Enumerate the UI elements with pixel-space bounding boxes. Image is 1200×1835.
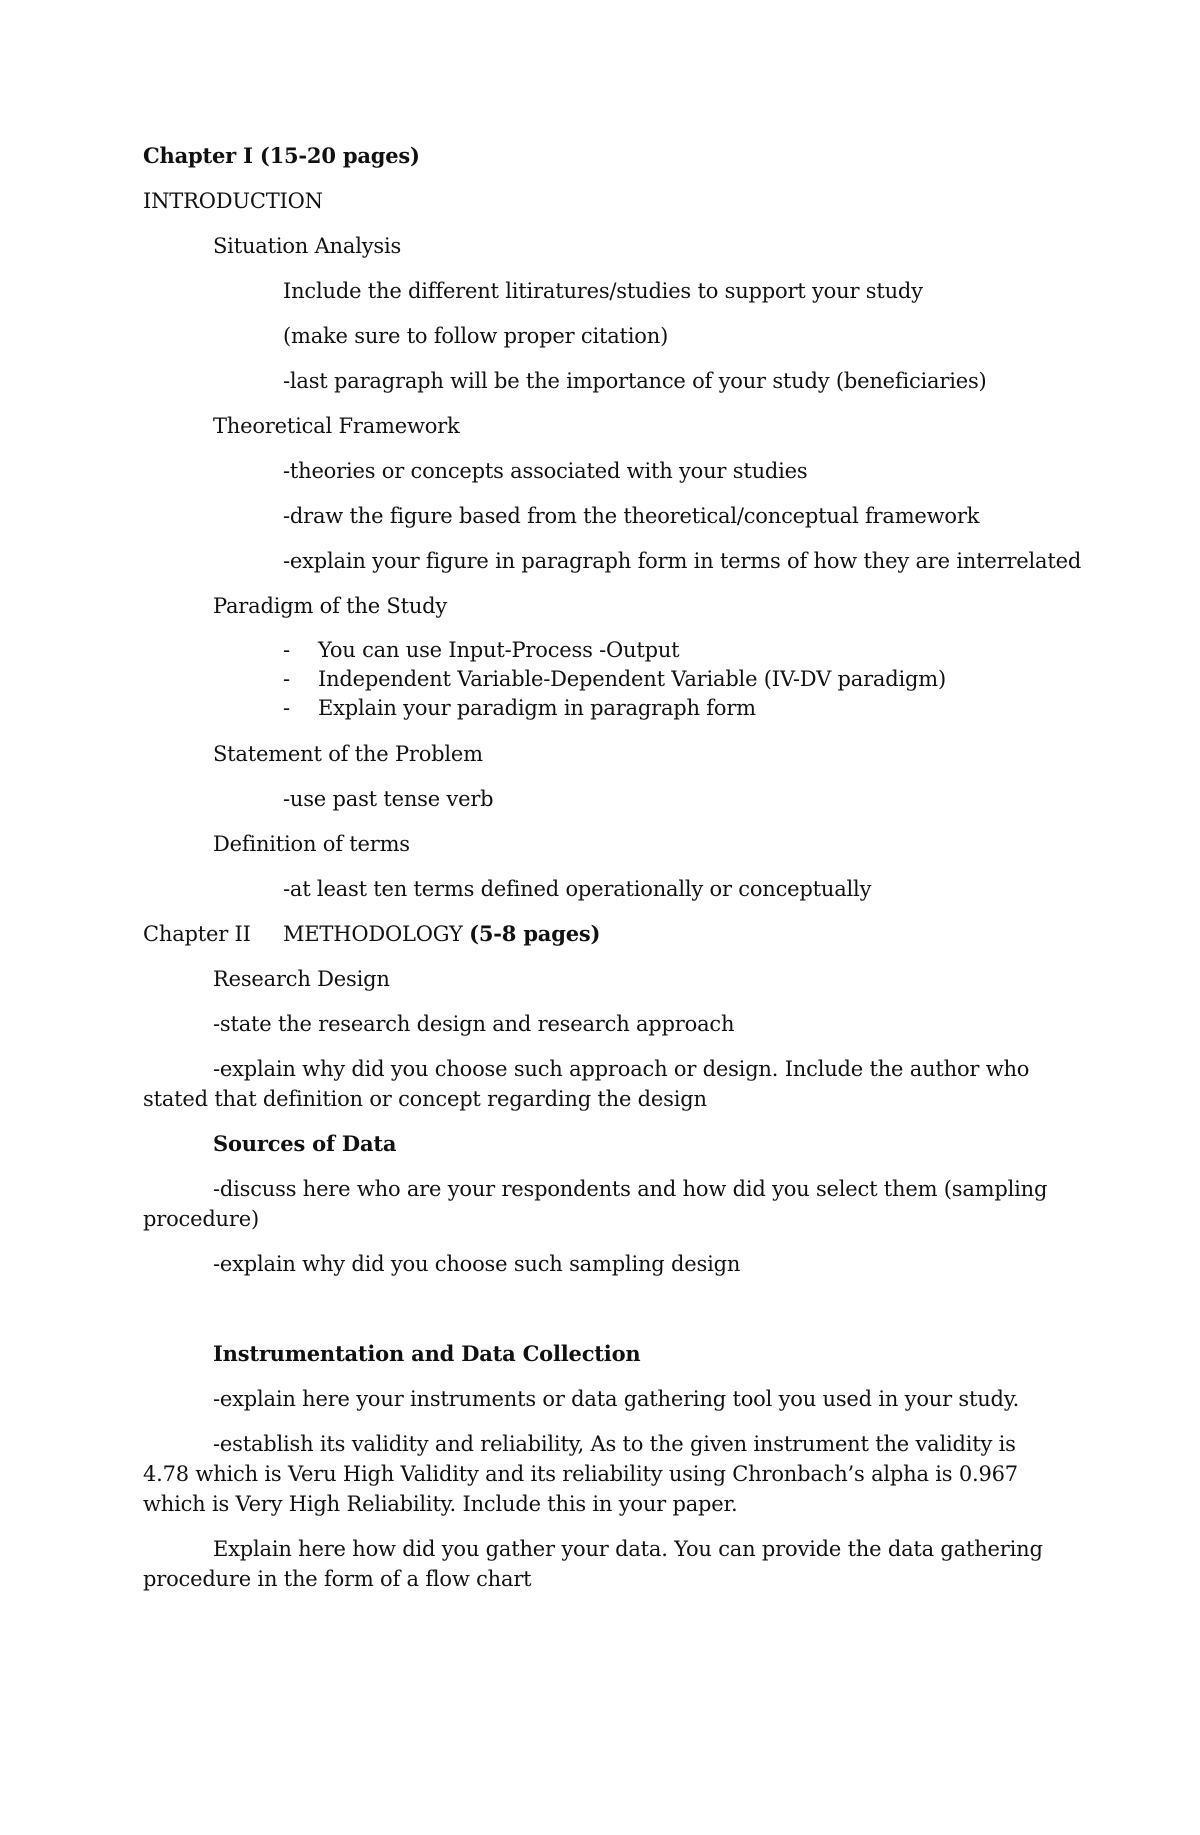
research-design-heading: Research Design [213,967,390,991]
research-design-paragraph: -explain why did you choose such approach or design. Include the author who stated that definition or concept regarding the design [143,1057,1030,1111]
situation-analysis-line: -last paragraph will be the importance of your study (beneficiaries) [283,369,987,393]
instrumentation-paragraph: -establish its validity and reliability, As to the given instrument the validity is 4.78 which is Veru High Validity and its reliability using Chronbach’s alpha is 0.967 which is Very High Reliability. Include this in your paper. [143,1432,1018,1516]
bullet-dash: - [283,696,290,720]
definition-terms-heading: Definition of terms [213,832,410,856]
research-design-line: -state the research design and research approach [213,1012,735,1036]
theoretical-framework-line: -theories or concepts associated with your studies [283,459,808,483]
statement-problem-line: -use past tense verb [283,787,494,811]
chapter-2-heading [283,920,600,948]
instrumentation-line: -explain here your instruments or data gathering tool you used in your study. [213,1387,1020,1411]
sources-data-paragraph: -discuss here who are your respondents and how did you select them (sampling procedure) [143,1177,1048,1231]
instrumentation-heading: Instrumentation and Data Collection [213,1341,641,1366]
bullet-dash: - [283,638,290,662]
list-item-text: You can use Input-Process -Output [318,638,680,662]
sources-data-line: -explain why did you choose such sampling design [213,1252,741,1276]
situation-analysis-line: (make sure to follow proper citation) [283,324,669,348]
list-item-text: Independent Variable-Dependent Variable (IV-DV paradigm) [318,667,946,691]
sources-data-heading: Sources of Data [213,1131,397,1156]
situation-analysis-heading: Situation Analysis [213,234,402,258]
paradigm-heading: Paradigm of the Study [213,594,448,618]
theoretical-framework-line: -explain your figure in paragraph form in terms of how they are interrelated [283,549,1082,573]
theoretical-framework-line: -draw the figure based from the theoretical/conceptual framework [283,504,980,528]
chapter-1-title: INTRODUCTION [143,189,323,213]
data-gathering-paragraph: Explain here how did you gather your data. You can provide the data gathering procedure in the form of a flow chart [143,1537,1043,1591]
chapter-1-heading: Chapter I (15-20 pages) [143,143,420,168]
situation-analysis-line: Include the different litiratures/studies to support your study [283,279,923,303]
list-item-text: Explain your paradigm in paragraph form [318,696,756,720]
chapter-2-title: METHODOLOGY [283,922,463,946]
theoretical-framework-heading: Theoretical Framework [213,414,460,438]
chapter-2-pages: (5-8 pages) [469,921,601,946]
definition-terms-line: -at least ten terms defined operationally or conceptually [283,877,872,901]
bullet-dash: - [283,667,290,691]
chapter-2-prefix: Chapter II [143,922,251,946]
statement-problem-heading: Statement of the Problem [213,742,483,766]
